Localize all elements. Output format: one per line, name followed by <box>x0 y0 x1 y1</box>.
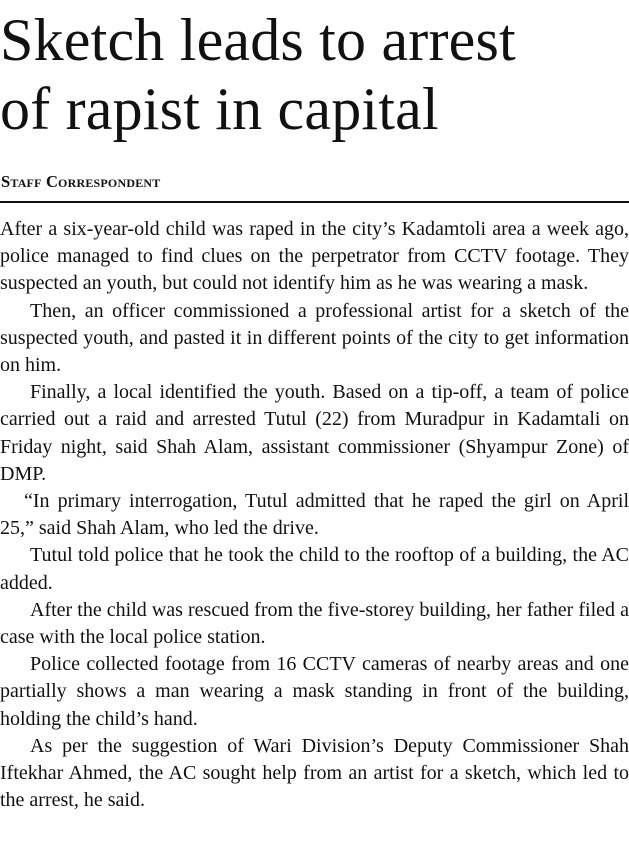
byline: Staff Correspondent <box>1 172 161 191</box>
paragraph: Tutul told police that he took the child to the rooftop of a building, the AC added. <box>0 544 629 594</box>
paragraph: Finally, a local identified the youth. Based on a tip-off, a team of police carried out a raid and arrested Tutul (22) from Muradpur in Kadamtali on Friday night, said Shah Alam, assistant commissioner (Shyampur Zone) of DMP. <box>0 381 629 485</box>
paragraph: After a six-year-old child was raped in the city’s Kadamtoli area a week ago, police managed to find clues on the perpetrator from CCTV footage. They suspected an youth, but could not identify him as he was wearing a mask. <box>0 218 629 295</box>
paragraph: Then, an officer commissioned a professional artist for a sketch of the suspected youth, and pasted it in different points of the city to get information on him. <box>0 299 629 377</box>
paragraph: “In primary interrogation, Tutul admitted that he raped the girl on April 25,” said Shah Alam, who led the drive. <box>0 490 629 540</box>
headline-line-1: Sketch leads to arrest <box>0 7 516 73</box>
paragraph: After the child was rescued from the five-storey building, her father filed a case with the local police station. <box>0 598 629 649</box>
headline-line-2: of rapist in capital <box>0 76 439 142</box>
paragraph: As per the suggestion of Wari Division’s Deputy Commissioner Shah Iftekhar Ahmed, the AC sought help from an artist for a sketch, which led to the arrest, he said. <box>0 734 629 812</box>
headline <box>0 6 629 144</box>
paragraph: Police collected footage from 16 CCTV cameras of nearby areas and one partially shows a man wearing a mask standing in front of the building, holding the child’s hand. <box>0 653 629 730</box>
byline-divider <box>0 201 629 203</box>
article-body <box>0 216 629 814</box>
